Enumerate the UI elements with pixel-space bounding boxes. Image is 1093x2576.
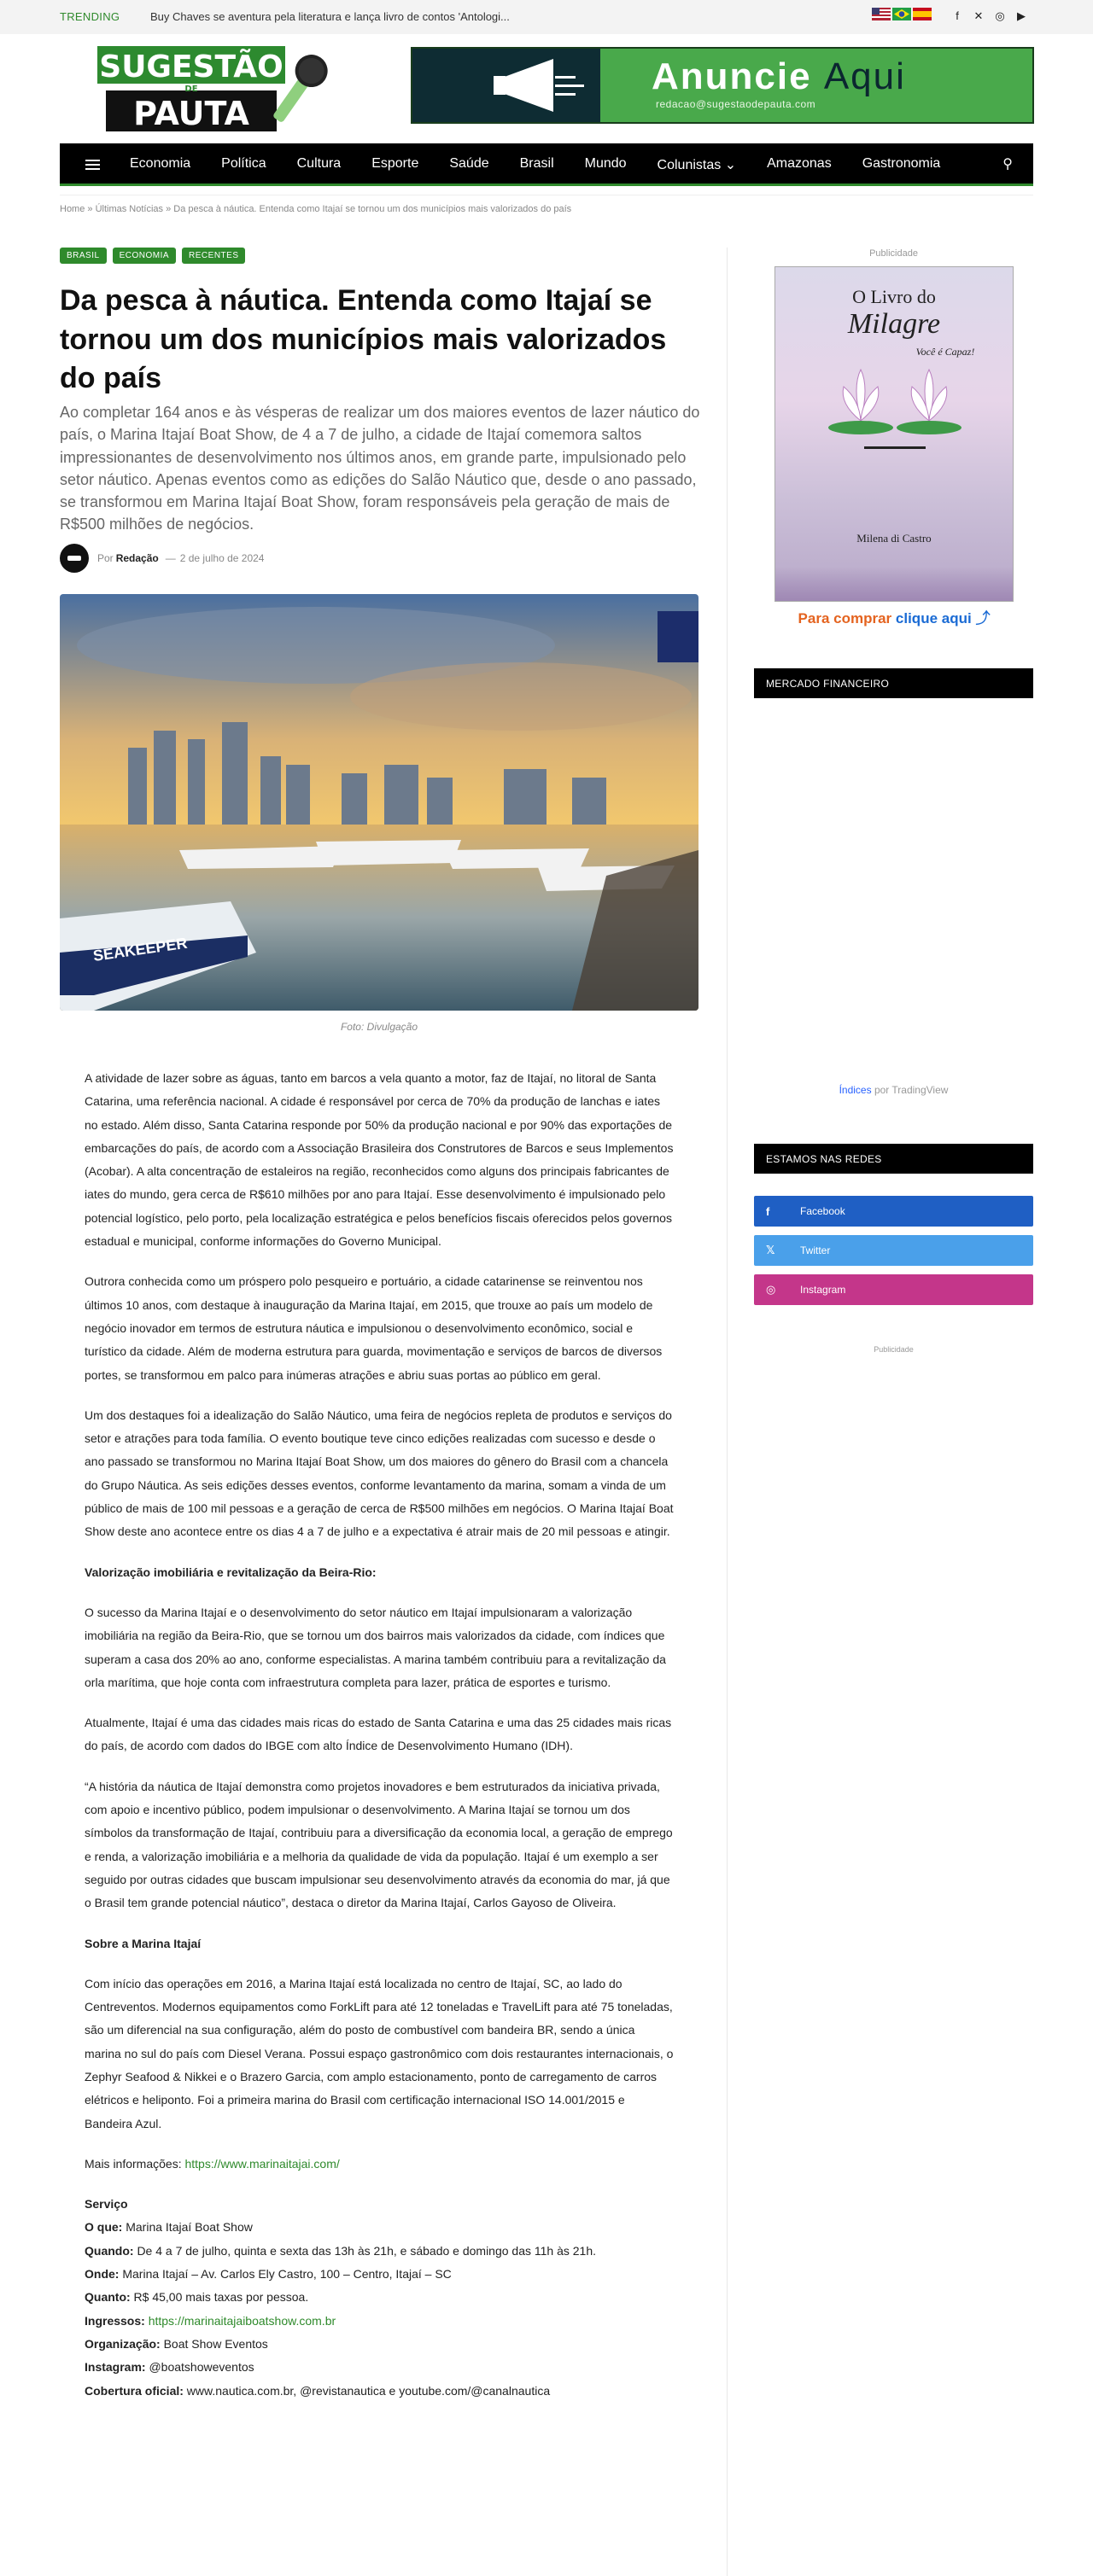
- trending-ticker-link[interactable]: Buy Chaves se aventura pela literatura e lança livro de contos 'Antologi...: [150, 10, 510, 23]
- column-divider: [727, 248, 728, 2576]
- service-key: Quando:: [85, 2243, 134, 2258]
- service-key: Organização:: [85, 2336, 161, 2351]
- nav-item-mundo[interactable]: Mundo: [584, 156, 627, 171]
- category-tag[interactable]: BRASIL: [60, 248, 107, 264]
- us-flag-icon[interactable]: [872, 8, 891, 20]
- top-bar: [0, 0, 1093, 34]
- twitter-button[interactable]: [754, 1235, 1033, 1266]
- category-tag[interactable]: RECENTES: [182, 248, 245, 264]
- service-value: R$ 45,00 mais taxas por pessoa.: [133, 2290, 309, 2305]
- more-info: [85, 2153, 674, 2176]
- article-body: [85, 1067, 674, 2403]
- image-caption: Foto: Divulgação: [340, 1021, 418, 1033]
- book-author: Milena di Castro: [856, 532, 932, 545]
- instagram-icon[interactable]: ◎: [995, 9, 1005, 22]
- paragraph: A atividade de lazer sobre as águas, tanto em barcos a vela quanto a motor, faz de Itajaí, no litoral de Santa Catarina, uma referência nacional. A cidade é responsável por cerca de 70% da produção de lanchas e iates no estado. Além disso, Santa Catarina responde por 50% da produção nacional e por 90% das exportações de embarcações do país, de acordo com a Associação Brasileira dos Construtores de Barcos e seus Implementos (Acobar). A alta concentração de estaleiros na região, reconhecidos como alguns dos principais fabricantes de iates do mundo, gera cerca de R$610 milhões por ano para Itajaí. Esse desenvolvimento é impulsionado pelo potencial logístico, pelo porto, pela localização estratégica e pelos benefícios fiscais oferecidos pelos governos estadual e municipal, conforme informações do Governo Municipal.: [85, 1071, 674, 1249]
- instagram-label: Instagram: [800, 1284, 846, 1296]
- spain-flag-icon[interactable]: [913, 8, 932, 20]
- main-navigation: [60, 143, 1033, 186]
- nav-item-gastronomia[interactable]: Gastronomia: [862, 156, 941, 171]
- facebook-icon: f: [766, 1204, 770, 1218]
- service-value: www.nautica.com.br, @revistanautica e youtube.com/@canalnautica: [186, 2383, 551, 2398]
- twitter-label: Twitter: [800, 1244, 831, 1256]
- meta-separator: —: [165, 552, 176, 564]
- social-widget-title: ESTAMOS NAS REDES: [754, 1144, 1033, 1174]
- service-tickets: [85, 2310, 674, 2333]
- ad-label: Publicidade: [869, 248, 918, 259]
- more-info-label: Mais informações:: [85, 2156, 182, 2171]
- instagram-button[interactable]: [754, 1274, 1033, 1305]
- service-key: Instagram:: [85, 2360, 146, 2375]
- x-icon[interactable]: ✕: [973, 9, 984, 22]
- logo-de: DE: [184, 85, 198, 94]
- top-banner-ad[interactable]: [411, 47, 1034, 124]
- author-name[interactable]: Redação: [115, 552, 159, 564]
- tradingview-by: por TradingView: [874, 1084, 949, 1096]
- article-title: Da pesca à náutica. Entenda como Itajaí se tornou um dos municípios mais valorizados do país: [60, 284, 667, 395]
- paragraph: O sucesso da Marina Itajaí e o desenvolvimento do setor náutico em Itajaí impulsionaram a valorização imobiliária na região da Beira-Rio, que se tornou um dos bairros mais valorizados da cidade, com índices que superam a casa dos 20% ao ano, conforme especialistas. A marina também contribuiu para a revitalização da orla marítima, que hoje conta com infraestrutura completa para lazer, prática de esportes e turismo.: [85, 1605, 666, 1689]
- section-heading: Sobre a Marina Itajaí: [85, 1936, 202, 1950]
- brazil-flag-icon[interactable]: [892, 8, 911, 20]
- youtube-icon[interactable]: ▶: [1017, 9, 1026, 22]
- menu-icon[interactable]: [85, 160, 100, 172]
- service-key: Ingressos:: [85, 2313, 145, 2328]
- service-what: [85, 2216, 674, 2239]
- facebook-label: Facebook: [800, 1205, 845, 1217]
- nav-item-amazonas[interactable]: Amazonas: [767, 156, 832, 171]
- ad-headline: [652, 55, 906, 98]
- paragraph: Atualmente, Itajaí é uma das cidades mais ricas do estado de Santa Catarina e uma das 25 cidades mais ricas do país, de acordo com dados do IBGE com alto Índice de Desenvolvimento Humano (IDH).: [85, 1716, 672, 1753]
- article-date: 2 de julho de 2024: [179, 552, 265, 564]
- service-key: O que:: [85, 2220, 123, 2235]
- header-social-links: [951, 9, 1027, 23]
- market-widget-title: MERCADO FINANCEIRO: [754, 668, 1033, 698]
- more-info-link[interactable]: https://www.marinaitajai.com/: [184, 2156, 340, 2171]
- buy-label-a: Para comprar: [798, 610, 892, 627]
- service-title: Serviço: [85, 2197, 128, 2212]
- tradingview-credit: [754, 1084, 1033, 1096]
- facebook-button[interactable]: [754, 1196, 1033, 1227]
- service-where: [85, 2263, 674, 2286]
- service-value: @boatshoweventos: [149, 2360, 254, 2375]
- instagram-icon: ◎: [766, 1283, 776, 1296]
- service-block: [85, 2193, 674, 2403]
- service-org: [85, 2333, 674, 2356]
- ad-label: Publicidade: [874, 1345, 914, 1354]
- ad-email: redacao@sugestaodepauta.com: [656, 98, 816, 110]
- megaphone-icon: [494, 59, 587, 112]
- quote-paragraph: “A história da náutica de Itajaí demonstra como projetos inovadores e bem estruturados da iniciativa privada, com apoio e incentivo público, podem impulsionar o desenvolvimento. A Marina Itajaí se tornou um dos símbolos da transformação de Itajaí, contribuiu para a diversificação da economia local, a geração de emprego e renda, a valorização imobiliária e a melhoria da qualidade de vida da população. Itajaí é um exemplo a ser seguido por outras cidades que buscam impulsionar seu desenvolvimento através da economia do mar, já que o Brasil tem grande potencial náutico”, destaca o diretor da Marina Itajaí, Carlos Gayoso de Oliveira.: [85, 1779, 673, 1910]
- site-logo[interactable]: [97, 43, 333, 133]
- service-value: Boat Show Eventos: [163, 2336, 268, 2351]
- logo-line-2: PAUTA: [133, 95, 249, 132]
- book-title-1: O Livro do: [852, 286, 936, 307]
- trending-label: TRENDING: [60, 10, 120, 23]
- service-value: Marina Itajaí Boat Show: [126, 2220, 253, 2235]
- category-tags: [60, 248, 245, 264]
- article-lede: Ao completar 164 anos e às vésperas de realizar um dos maiores eventos de lazer náutico do país, o Marina Itajaí Boat Show, de 4 a 7 de julho, a cidade de Itajaí comemora saltos impressionantes de desenvolvimento nos últimos anos, em grande parte, impulsionado pelo setor náutico. Apenas eventos como as edições do Salão Náutico que, desde o ano passado, se transformou em Marina Itajaí Boat Show, foram responsáveis pela geração de mais de R$500 milhões de negócios.: [60, 404, 700, 533]
- paragraph: Com início das operações em 2016, a Marina Itajaí está localizada no centro de Itajaí, SC, ao lado do Centreventos. Modernos equipamentos como ForkLift para até 12 toneladas e TravelLift para até 75 toneladas, são um diferencial na sua configuração, além do posto de combustível com bandeira BR, sendo a única marina no sul do país com Diesel Verana. Possui espaço gastronômico com dois restaurantes internacionais, o Zephyr Seafood & Nikkei e o Brazero Garcia, com amplo estacionamento, ponto de carregamento de carros elétricos e heliponto. Foi a primeira marina do Brasil com certificação internacional ISO 14.001/2015 e Bandeira Azul.: [85, 1976, 674, 2130]
- author-avatar[interactable]: [60, 544, 89, 573]
- svg-text:SEAKEEPER: SEAKEEPER: [91, 934, 189, 965]
- lotus-illustration: [827, 361, 963, 455]
- x-icon: 𝕏: [766, 1244, 775, 1256]
- buy-label-b: clique aqui: [895, 610, 972, 627]
- breadcrumb[interactable]: Home » Últimas Notícias » Da pesca à náutica. Entenda como Itajaí se tornou um dos municípios mais valorizados do país: [60, 204, 572, 214]
- ad-headline-b: Aqui: [823, 55, 906, 97]
- nav-item-brasil[interactable]: Brasil: [519, 156, 554, 171]
- nav-item-esporte[interactable]: Esporte: [371, 156, 419, 171]
- service-key: Quanto:: [85, 2290, 131, 2305]
- facebook-icon[interactable]: f: [956, 9, 959, 22]
- tickets-link[interactable]: https://marinaitajaiboatshow.com.br: [148, 2313, 336, 2328]
- service-when: [85, 2240, 674, 2263]
- book-ad[interactable]: [774, 266, 1014, 602]
- nav-item-politica[interactable]: Política: [221, 156, 266, 171]
- book-title-2: Milagre: [847, 308, 941, 340]
- service-value: Marina Itajaí – Av. Carlos Ely Castro, 100 – Centro, Itajaí – SC: [122, 2267, 452, 2282]
- buy-book-link[interactable]: [774, 606, 1014, 627]
- service-key: Cobertura oficial:: [85, 2383, 184, 2398]
- book-subtitle: Você é Capaz!: [915, 346, 975, 358]
- service-value: De 4 a 7 de julho, quinta e sexta das 13h às 21h, e sábado e domingo das 11h às 21h.: [137, 2243, 597, 2258]
- nav-item-colunistas[interactable]: Colunistas ⌄: [657, 158, 737, 172]
- language-flags: [872, 8, 932, 20]
- search-icon[interactable]: ⚲: [1002, 157, 1013, 172]
- paragraph: Um dos destaques foi a idealização do Salão Náutico, uma feira de negócios repleta de produtos e serviços do setor e atrações para toda família. O evento boutique teve cinco edições realizadas com sucesso e desde o ano passado se transformou no Marina Itajaí Boat Show, um dos maiores do gênero do Brasil com a chancela do Grupo Náutica. As seis edições desses eventos, conforme levantamento da marina, somam a vinda de um público de mais de 100 mil pessoas e a geração de cerca de R$500 milhões em negócios. O Marina Itajaí Boat Show deste ano acontece entre os dias 4 a 7 de julho e a expectativa é atrair mais de 20 mil pessoas e atingir.: [85, 1407, 674, 1539]
- section-heading: Valorização imobiliária e revitalização da Beira-Rio:: [85, 1565, 377, 1579]
- arrow-icon: ⤴: [975, 610, 991, 627]
- nav-item-economia[interactable]: Economia: [130, 156, 191, 171]
- ad-headline-a: Anuncie: [652, 55, 812, 97]
- by-label: Por: [97, 552, 114, 564]
- category-tag[interactable]: ECONOMIA: [113, 248, 176, 264]
- logo-line-1: SUGESTÃO: [99, 50, 283, 85]
- service-key: Onde:: [85, 2267, 120, 2282]
- nav-item-cultura[interactable]: Cultura: [296, 156, 342, 171]
- service-coverage: [85, 2380, 674, 2403]
- tradingview-indices-link[interactable]: Índices: [839, 1084, 872, 1096]
- service-instagram: [85, 2356, 674, 2379]
- paragraph: Outrora conhecida como um próspero polo pesqueiro e portuário, a cidade catarinense se reinventou nos últimos 10 anos, com destaque à inauguração da Marina Itajaí, em 2015, que trouxe ao país um modelo de negócio inovador em termos de estrutura náutica e impulsionou o desenvolvimento econômico, social e turístico da cidade. Além de moderna estrutura para guarda, movimentação e serviços de barcos de diversos portes, se transformou em palco para inúmeras atrações e abriu suas portas ao público em geral.: [85, 1274, 663, 1382]
- article-meta: [60, 544, 264, 573]
- nav-item-saude[interactable]: Saúde: [449, 156, 489, 171]
- service-price: [85, 2286, 674, 2309]
- hero-image: [60, 594, 698, 1011]
